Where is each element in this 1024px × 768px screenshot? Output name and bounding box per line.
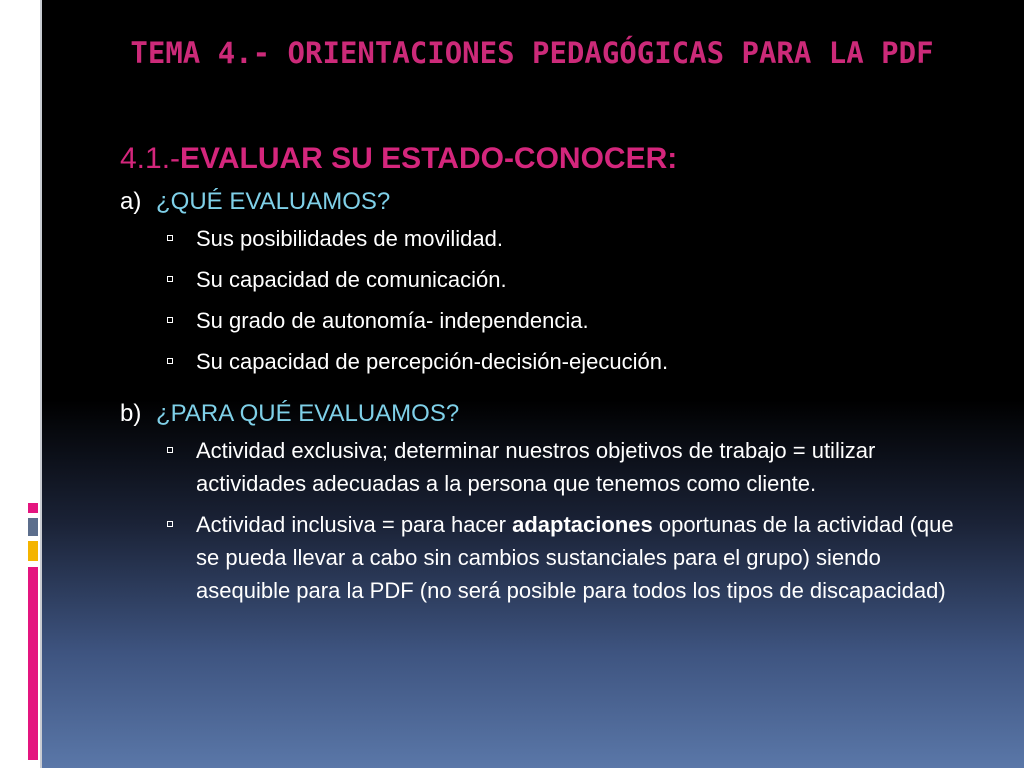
list-item-text: Su capacidad de comunicación. [196, 267, 507, 292]
square-bullet-icon [164, 508, 196, 541]
list-item [164, 434, 970, 500]
list-item-text: Actividad exclusiva; determinar nuestros objetivos de trabajo = utilizar actividades adecuadas a la persona que tenemos como cliente. [196, 438, 876, 496]
list-item-text [196, 508, 970, 607]
square-bullet-icon [164, 304, 196, 337]
section-number: 4.1.- [120, 142, 181, 175]
list-item [164, 304, 970, 337]
list-item [164, 263, 970, 296]
accent-bar-magenta-long [28, 567, 38, 760]
sidebar-divider [40, 0, 42, 768]
emphasis-text: adaptaciones [512, 512, 653, 537]
accent-bar-slate [28, 518, 38, 536]
slide-content [120, 138, 970, 615]
accent-bar-magenta-small [28, 503, 38, 513]
square-bullet-icon [164, 222, 196, 255]
question-a-marker: a) [120, 188, 142, 215]
question-a-text: ¿QUÉ EVALUAMOS? [156, 188, 391, 215]
question-a [120, 186, 970, 218]
section-spacer [120, 386, 970, 398]
list-item-text-before: Actividad inclusiva = para hacer [196, 512, 513, 537]
accent-bar-yellow [28, 541, 38, 561]
question-b-marker: b) [120, 400, 142, 427]
list-item-text: Su grado de autonomía- independencia. [196, 308, 589, 333]
square-bullet-icon [164, 434, 196, 467]
question-a-bullet-list [120, 222, 970, 378]
question-b-bullet-list [120, 434, 970, 607]
list-item [164, 345, 970, 378]
list-item-text-after: oportunas de la actividad (que se pueda llevar a cabo sin cambios sustanciales para el grupo) siendo asequible para la PDF (no será posible para todos los tipos de discapacidad) [196, 512, 954, 603]
square-bullet-icon [164, 345, 196, 378]
question-b [120, 398, 970, 430]
list-item [164, 222, 970, 255]
list-item [164, 508, 970, 607]
question-b-text: ¿PARA QUÉ EVALUAMOS? [156, 400, 460, 427]
section-text: EVALUAR SU ESTADO-CONOCER: [180, 142, 678, 175]
slide-title: TEMA 4.- ORIENTACIONES PEDAGÓGICAS PARA LA PDF [130, 36, 934, 70]
section-heading [120, 138, 970, 180]
square-bullet-icon [164, 263, 196, 296]
list-item-text: Sus posibilidades de movilidad. [196, 226, 503, 251]
list-item-text: Su capacidad de percepción-decisión-ejecución. [196, 349, 669, 374]
